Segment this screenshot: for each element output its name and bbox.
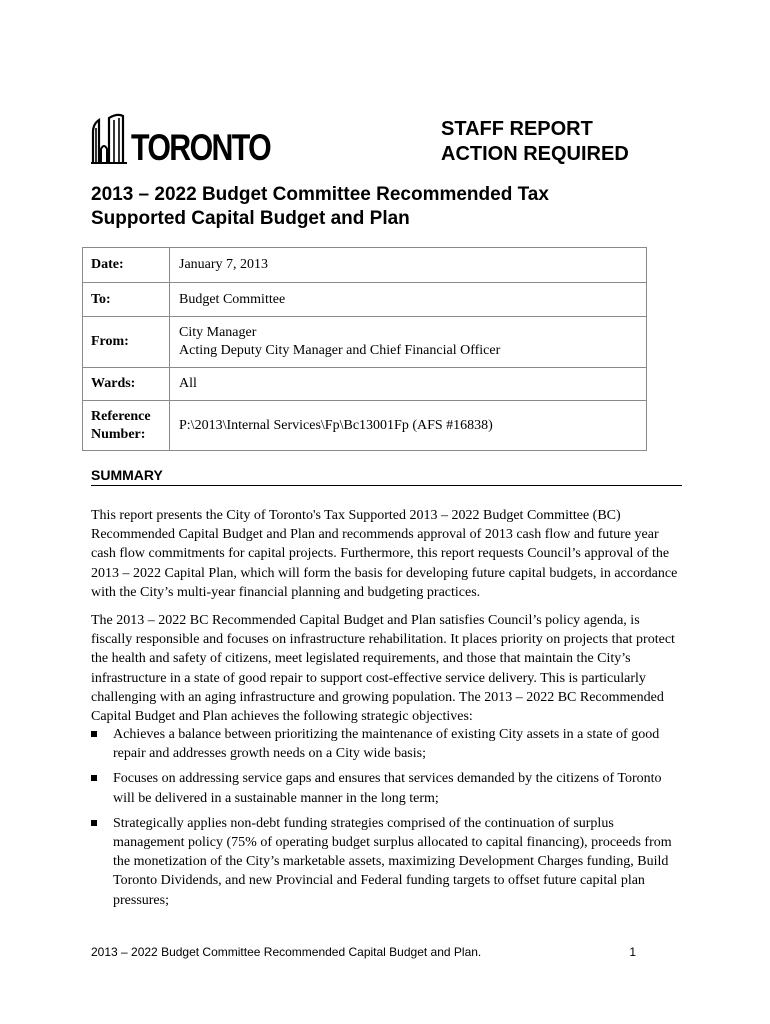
wards-label: Wards: (83, 368, 170, 401)
page-number: 1 (629, 945, 636, 959)
summary-paragraph-2: The 2013 – 2022 BC Recommended Capital Budget and Plan satisfies Council’s policy agenda, is fiscally responsible and focuses on infrastructure rehabilitation. It places priority on projects that protect the health and safety of citizens, meet legislated requirements, and those that maintain the City’s infrastructure in a state of good repair to support cost-effective service delivery. This is particularly challenging with an aging infrastructure and growing population. The 2013 – 2022 BC Recommended Capital Budget and Plan achieves the following strategic objectives: (91, 613, 675, 725)
from-row (83, 317, 647, 368)
list-item-text: Achieves a balance between prioritizing the maintenance of existing City assets in a state of good repair and addresses growth needs on a City wide basis; (113, 727, 660, 762)
city-hall-icon (90, 112, 128, 164)
document-title-line-1: 2013 – 2022 Budget Committee Recommended Tax (91, 184, 549, 205)
logo-wordmark: TORONTO (131, 127, 271, 168)
from-value-line-2: Acting Deputy City Manager and Chief Financial Officer (179, 343, 501, 358)
summary-paragraph-1: This report presents the City of Toronto's Tax Supported 2013 – 2022 Budget Committee (BC) Recommended Capital Budget and Plan and recommends approval of 2013 cash flow and future year cash flow commitments for capital projects. Furthermore, this report requests Council’s approval of the 2013 – 2022 Capital Plan, which will form the basis for developing future capital budgets, in accordance with the City’s multi-year financial planning and budgeting practices. (91, 508, 678, 600)
to-value: Budget Committee (170, 283, 647, 317)
list-item-text: Strategically applies non-debt funding strategies comprised of the continuation of surplus management policy (75% of operating budget surplus allocated to capital financing), proceeds from the monetization of the City’s marketable assets, maximizing Development Charges funding, Build Toronto Dividends, and new Provincial and Federal funding targets to offset future capital plan pressures; (113, 815, 672, 908)
toronto-logo (90, 110, 301, 168)
document-title-line-2: Supported Capital Budget and Plan (91, 208, 410, 229)
from-label: From: (83, 317, 170, 368)
reference-label-line-1: Reference (91, 408, 151, 424)
wards-row (83, 368, 647, 401)
report-type-line-2: ACTION REQUIRED (441, 143, 629, 165)
document-title (91, 183, 651, 231)
date-value: January 7, 2013 (170, 248, 647, 283)
from-value (170, 317, 647, 368)
to-row (83, 283, 647, 317)
bullet-square-icon (91, 731, 97, 737)
reference-value: P:\2013\Internal Services\Fp\Bc13001Fp (AFS #16838) (170, 401, 647, 451)
list-item (91, 769, 683, 807)
bullet-square-icon (91, 820, 97, 826)
from-value-line-1: City Manager (179, 325, 257, 340)
report-type-line-1: STAFF REPORT (441, 118, 593, 140)
summary-heading: SUMMARY (91, 467, 682, 486)
reference-label-line-2: Number: (91, 426, 146, 442)
report-info-table (82, 247, 647, 451)
list-item (91, 814, 683, 910)
bullet-square-icon (91, 775, 97, 781)
list-item (91, 725, 683, 763)
objectives-list (91, 725, 683, 916)
wards-value: All (170, 368, 647, 401)
date-label: Date: (83, 248, 170, 283)
list-item-text: Focuses on addressing service gaps and ensures that services demanded by the citizens of Toronto will be delivered in a sustainable manner in the long term; (113, 771, 662, 806)
reference-label (83, 401, 170, 451)
reference-row (83, 401, 647, 451)
date-row (83, 248, 647, 283)
page-footer (91, 945, 636, 959)
to-label: To: (83, 283, 170, 317)
footer-text: 2013 – 2022 Budget Committee Recommended Capital Budget and Plan. (91, 945, 482, 959)
report-type (441, 117, 629, 167)
